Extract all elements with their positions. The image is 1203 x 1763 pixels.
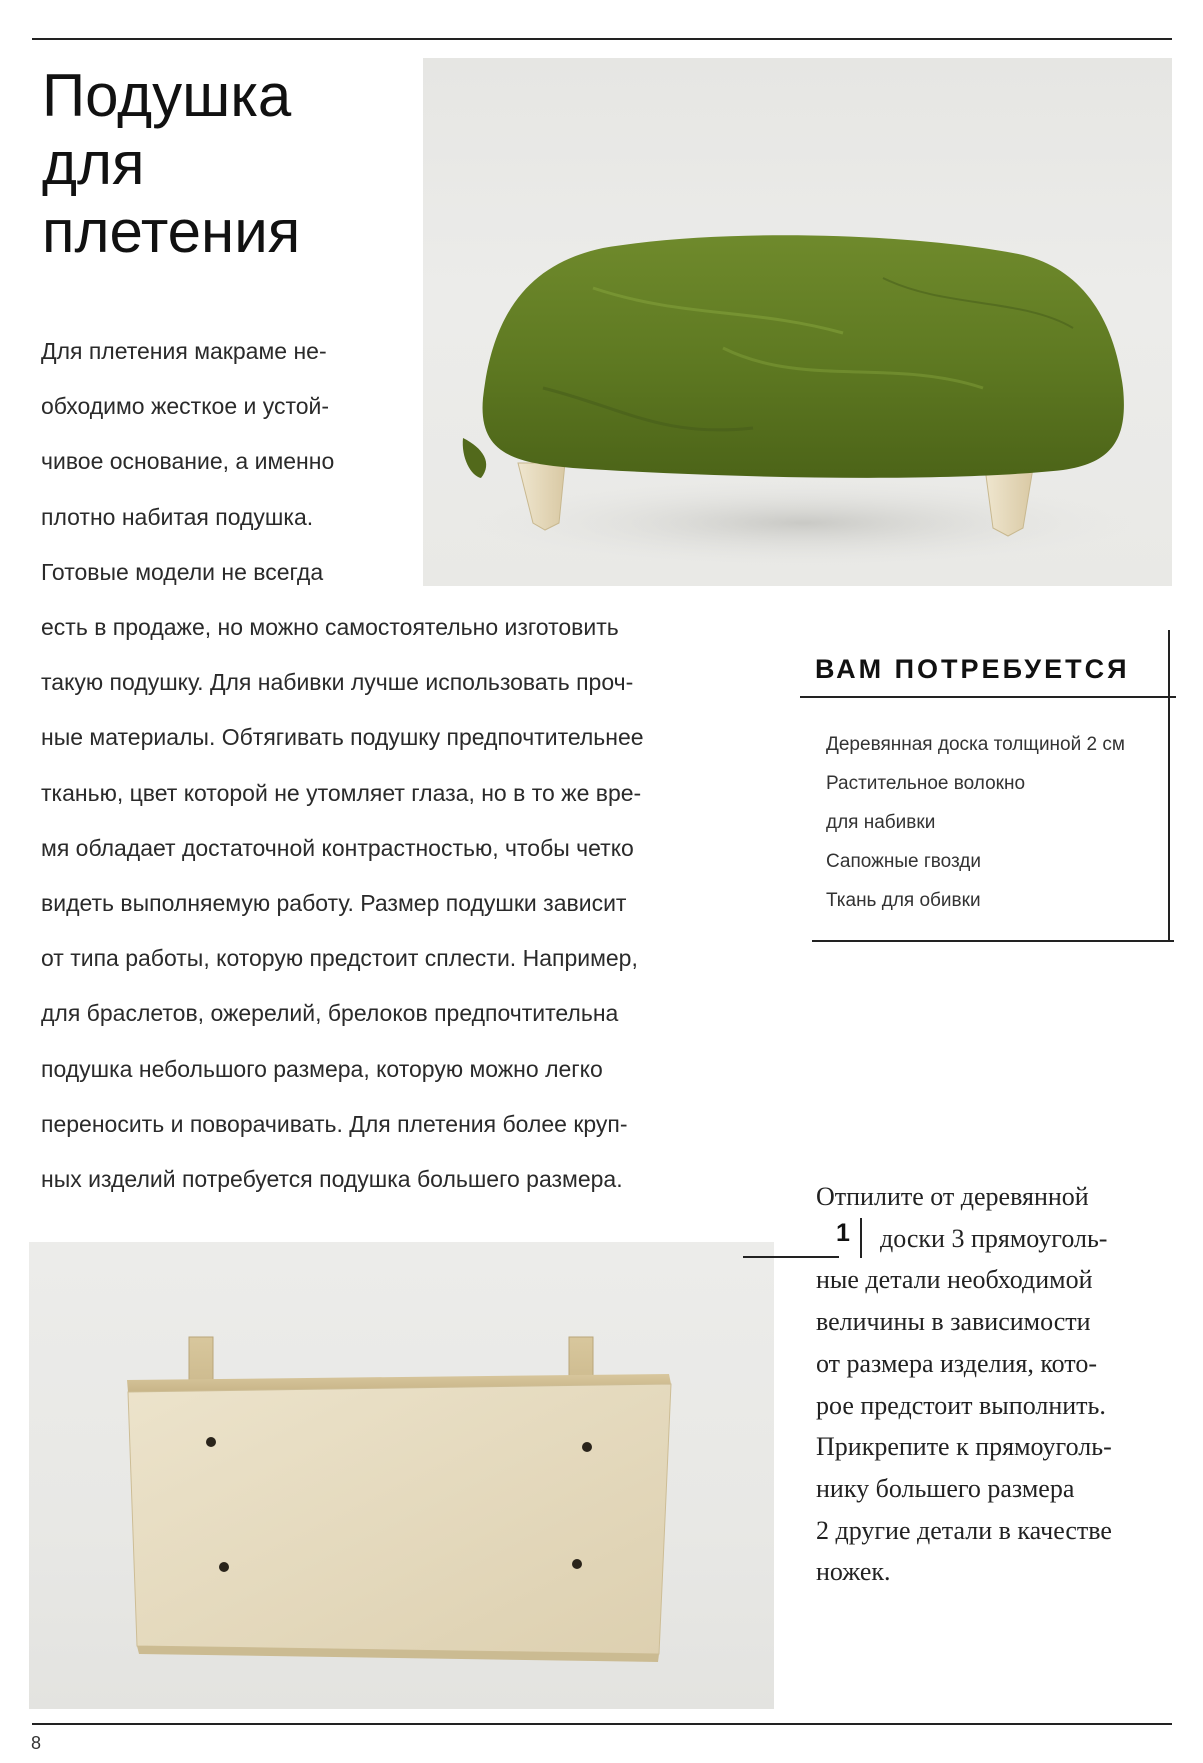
- nail-hole: [572, 1559, 582, 1569]
- step-line: Отпилите от деревянной: [816, 1182, 1089, 1211]
- nail-hole: [206, 1437, 216, 1447]
- requirements-box-rule: [1168, 630, 1170, 940]
- intro-line: есть в продаже, но можно самостоятельно изготовить: [41, 614, 619, 641]
- step-line: 2 другие детали в качестве: [816, 1515, 1112, 1545]
- page-number: 8: [31, 1733, 42, 1753]
- intro-line: переносить и поворачивать. Для плетения более круп-: [41, 1110, 628, 1137]
- step-line: величины в зависимости: [816, 1307, 1091, 1337]
- step-line: от размера изделия, кото-: [816, 1348, 1097, 1378]
- requirements-title-rule: [800, 696, 1176, 698]
- step-text: [816, 1176, 1176, 1593]
- intro-line: от типа работы, которую предстоит сплести. Например,: [41, 945, 638, 972]
- bottom-rule: [32, 1723, 1172, 1725]
- intro-line: видеть выполняемую работу. Размер подушки зависит: [41, 890, 627, 917]
- step-number: 1: [836, 1219, 850, 1247]
- intro-line: такую подушку. Для набивки лучше использовать проч-: [41, 669, 634, 696]
- intro-line: Готовые модели не всегда: [41, 558, 324, 585]
- title-line: плетения: [42, 198, 301, 265]
- requirements-item: Ткань для обивки: [826, 890, 981, 911]
- requirements-item: Растительное волокно: [826, 773, 1026, 794]
- step-line: Прикрепите к прямоуголь-: [816, 1432, 1112, 1462]
- intro-line: ные материалы. Обтягивать подушку предпочтительнее: [41, 724, 644, 751]
- requirements-box: [800, 630, 1172, 942]
- top-rule: [32, 38, 1172, 40]
- step-line: ножек.: [816, 1557, 891, 1587]
- step-1: [743, 1176, 1173, 1596]
- step-line: доски 3 прямоуголь-: [880, 1223, 1108, 1253]
- intro-line: для браслетов, ожерелий, брелоков предпочтительна: [41, 1000, 619, 1027]
- intro-line: подушка небольшого размера, которую можно легко: [41, 1055, 603, 1082]
- step-line: ные детали необходимой: [816, 1265, 1093, 1295]
- requirements-item: для набивки: [826, 812, 936, 833]
- nail-hole: [582, 1442, 592, 1452]
- intro-paragraph: [41, 324, 801, 1207]
- board-photo: [29, 1242, 774, 1709]
- requirements-bottom-rule: [812, 940, 1174, 942]
- intro-line: обходимо жесткое и устой-: [41, 393, 330, 420]
- step-line: нику большего размера: [816, 1473, 1075, 1503]
- requirements-title: ВАМ ПОТРЕБУЕТСЯ: [815, 654, 1130, 684]
- title-line: Подушка: [42, 62, 292, 129]
- intro-line: плотно набитая подушка.: [41, 503, 314, 530]
- intro-line: мя обладает достаточной контрастностью, чтобы четко: [41, 834, 634, 861]
- intro-line: чивое основание, а именно: [41, 448, 335, 475]
- nail-hole: [219, 1562, 229, 1572]
- intro-line: Для плетения макраме не-: [41, 338, 327, 364]
- page-title: [42, 62, 300, 266]
- requirements-item: Деревянная доска толщиной 2 см: [826, 734, 1125, 755]
- intro-line: ных изделий потребуется подушка большего размера.: [41, 1166, 623, 1193]
- requirements-item: Сапожные гвозди: [826, 851, 982, 872]
- board-face: [128, 1384, 671, 1654]
- intro-line: тканью, цвет которой не утомляет глаза, но в то же вре-: [41, 779, 642, 806]
- title-line: для: [42, 130, 145, 197]
- step-line: рое предстоит выполнить.: [816, 1390, 1106, 1420]
- requirements-list: [826, 725, 1125, 920]
